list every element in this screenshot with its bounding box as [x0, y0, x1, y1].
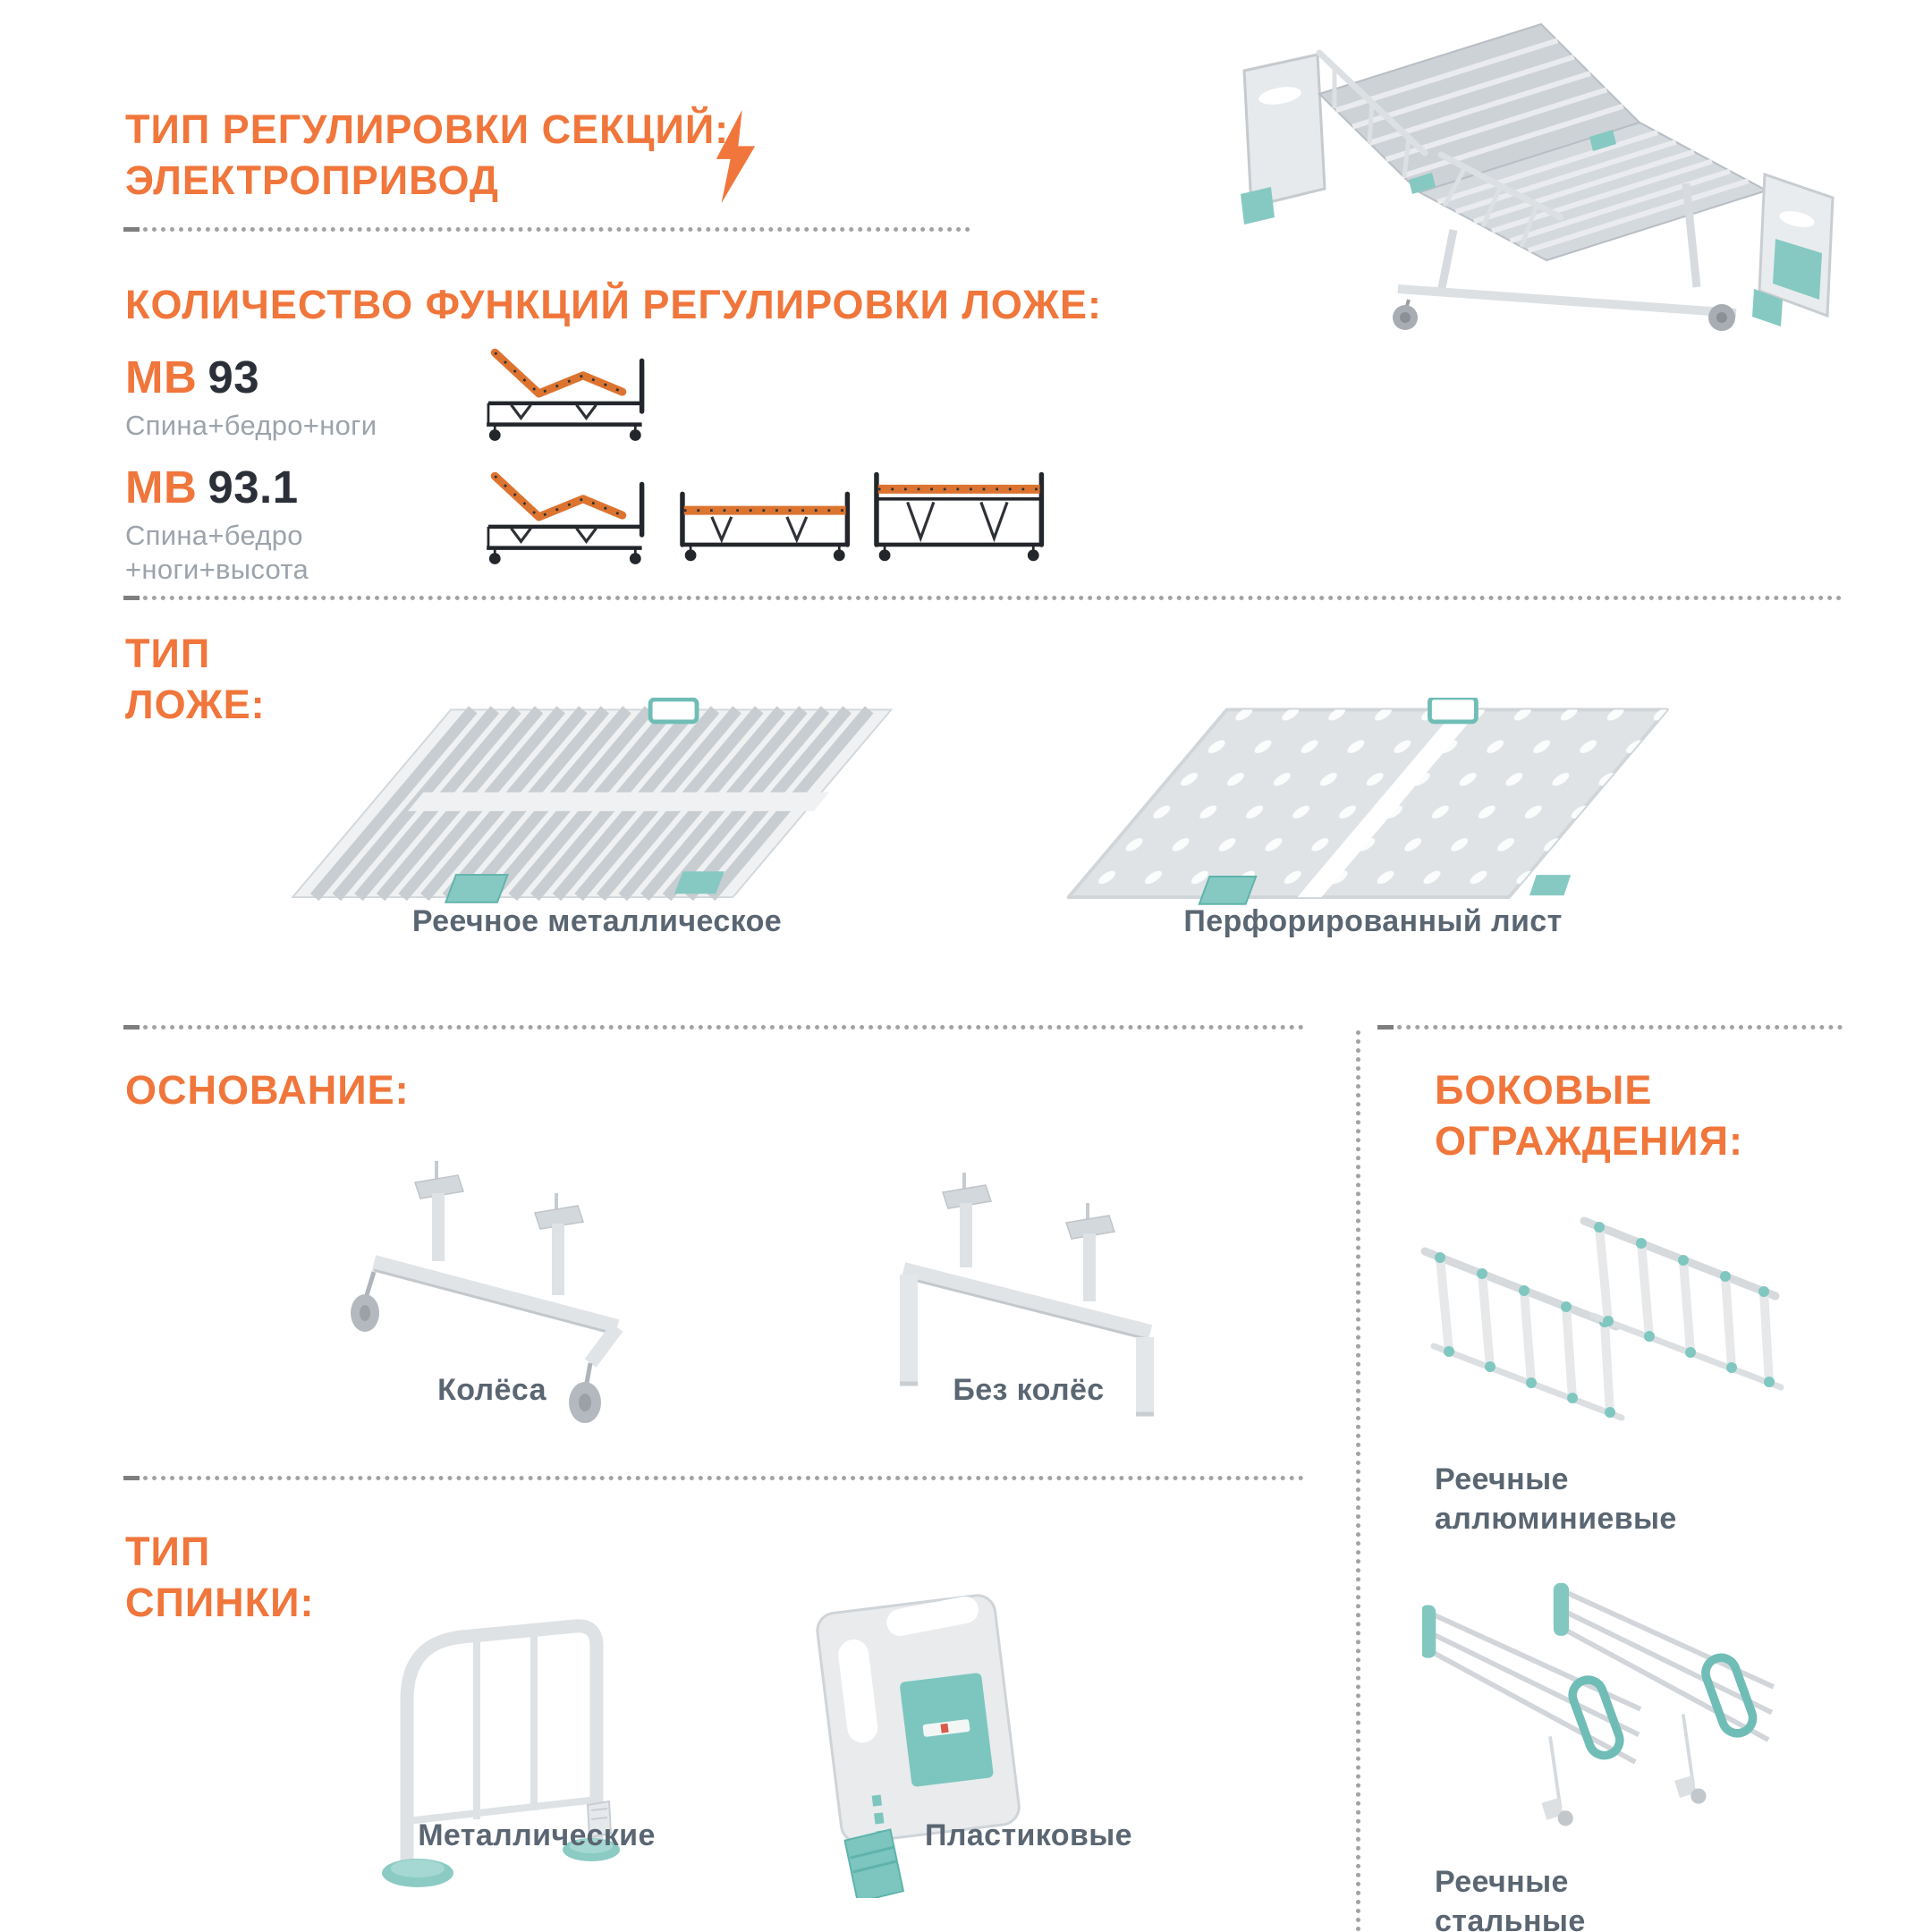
- backrest-heading-line1: ТИП: [125, 1529, 211, 1574]
- adjustment-type-heading-line1: ТИП РЕГУЛИРОВКИ СЕКЦИЙ:: [125, 106, 730, 152]
- backrest-heading-line2: СПИНКИ:: [125, 1580, 315, 1625]
- perforated-platform-illustration: [1029, 698, 1717, 921]
- adjustment-type-heading-line2: ЭЛЕКТРОПРИВОД: [125, 157, 499, 203]
- dotted-divider-3: [125, 1025, 1304, 1030]
- platform-option-label: Реечное металлическое: [411, 904, 783, 938]
- siderails-heading: [1435, 1064, 1743, 1166]
- aluminum-siderails-illustration: [1418, 1194, 1802, 1453]
- siderail-option-label-line1: Реечные: [1435, 1865, 1569, 1899]
- main-bed-illustration: [1185, 4, 1852, 331]
- siderails-heading-line1: БОКОВЫЕ: [1435, 1067, 1653, 1113]
- functions-heading: КОЛИЧЕСТВО ФУНКЦИЙ РЕГУЛИРОВКИ ЛОЖЕ:: [125, 282, 1102, 327]
- platform-heading: [125, 628, 266, 730]
- platform-heading-line1: ТИП: [125, 631, 211, 676]
- base-heading: ОСНОВАНИЕ:: [125, 1067, 410, 1113]
- lightning-icon: [708, 106, 760, 208]
- model-description: Спина+бедро+ноги: [125, 410, 377, 441]
- dotted-divider-4: [1379, 1025, 1843, 1030]
- model-name: [125, 351, 377, 403]
- diagram-flat-high-icon: [867, 462, 1055, 571]
- model-description-line1: Спина+бедро: [125, 520, 303, 551]
- backrest-option-label: Металлические: [418, 1818, 656, 1852]
- siderail-option-label-line2: аллюминиевые: [1435, 1502, 1677, 1536]
- base-option-label: Колёса: [437, 1373, 547, 1407]
- siderail-option-label: [1435, 1862, 1586, 1932]
- diagram-back-hip-legs-icon: [479, 462, 666, 571]
- dotted-divider-1: [125, 227, 970, 232]
- backrest-heading: [125, 1526, 314, 1628]
- model-description-line2: +ноги+высота: [125, 554, 309, 585]
- steel-siderails-illustration: [1422, 1558, 1789, 1853]
- diagram-back-hip-legs-icon: [479, 338, 666, 447]
- dotted-divider-2: [125, 596, 1843, 600]
- diagram-flat-low-icon: [673, 462, 860, 571]
- siderail-option-label: [1435, 1460, 1677, 1538]
- model-row-mb93-1: [125, 461, 309, 587]
- siderail-option-label-line1: Реечные: [1435, 1462, 1569, 1496]
- platform-heading-line2: ЛОЖЕ:: [125, 682, 266, 727]
- backrest-option-label: Пластиковые: [925, 1818, 1132, 1852]
- adjustment-type-heading: [125, 104, 729, 206]
- model-row-mb93: [125, 351, 377, 443]
- siderails-heading-line2: ОГРАЖДЕНИЯ:: [1435, 1118, 1743, 1164]
- model-prefix: МВ: [125, 352, 198, 402]
- slatted-platform-illustration: [264, 698, 930, 921]
- model-name: [125, 461, 309, 513]
- platform-option-label: Перфорированный лист: [1183, 904, 1563, 938]
- siderail-option-label-line2: стальные: [1435, 1904, 1586, 1932]
- base-option-label: Без колёс: [953, 1373, 1105, 1407]
- dotted-divider-5: [125, 1476, 1304, 1480]
- model-number: 93: [208, 352, 260, 402]
- dotted-divider-vertical: [1356, 1030, 1360, 1932]
- model-number: 93.1: [208, 462, 299, 513]
- model-prefix: МВ: [125, 462, 198, 513]
